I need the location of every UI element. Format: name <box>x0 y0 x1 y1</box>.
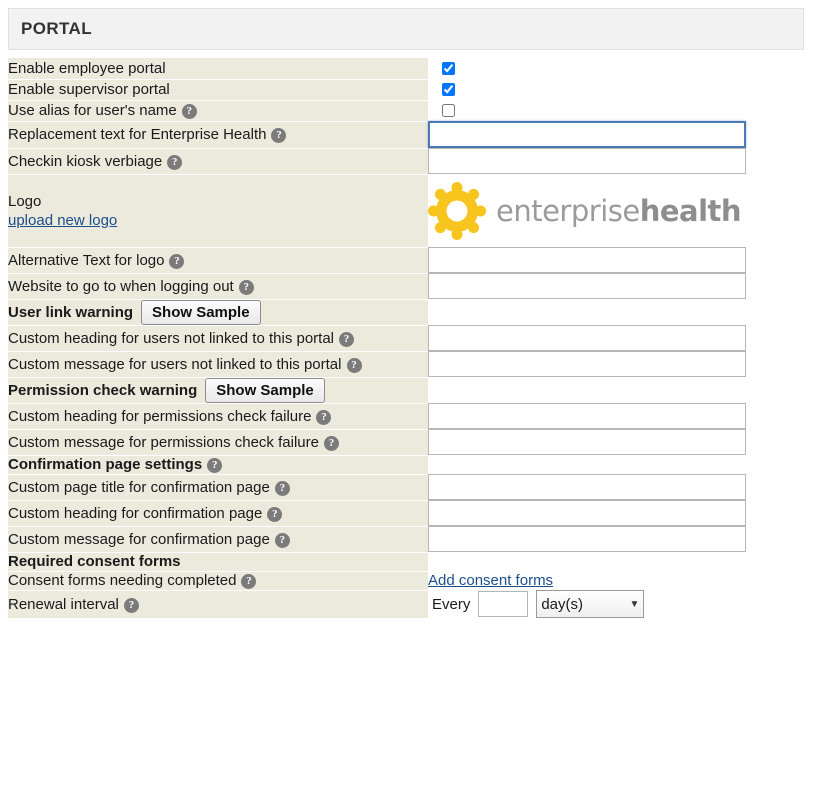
help-icon[interactable]: ? <box>324 436 339 451</box>
show-sample-button[interactable]: Show Sample <box>141 300 261 325</box>
row-label-cell <box>8 79 428 100</box>
input-custom-heading-confirmation-page[interactable] <box>428 500 746 526</box>
settings-row <box>8 403 804 429</box>
row-field-cell <box>428 526 804 552</box>
row-field-cell <box>428 377 804 403</box>
settings-row <box>8 247 804 273</box>
row-field-cell <box>428 58 804 79</box>
row-label-cell <box>8 377 428 403</box>
settings-row <box>8 273 804 299</box>
help-icon[interactable]: ? <box>275 533 290 548</box>
checkbox-use-alias-for-users-name[interactable] <box>442 104 455 117</box>
label-custom-heading-confirmation-page: Custom heading for confirmation page <box>8 504 263 522</box>
settings-row <box>8 429 804 455</box>
renewal-interval-unit-value: day(s) <box>541 595 584 613</box>
row-label-cell <box>8 273 428 299</box>
renewal-interval-unit-select[interactable] <box>536 590 644 618</box>
show-sample-button[interactable]: Show Sample <box>205 378 325 403</box>
settings-row <box>8 58 804 79</box>
help-icon[interactable]: ? <box>239 280 254 295</box>
settings-row <box>8 526 804 552</box>
label-custom-message-users-not-linked: Custom message for users not linked to this portal <box>8 355 342 373</box>
row-field-cell <box>428 571 804 590</box>
row-field-cell <box>428 474 804 500</box>
row-label-cell <box>8 100 428 121</box>
row-label-cell <box>8 403 428 429</box>
settings-row <box>8 121 804 148</box>
row-field-cell <box>428 552 804 571</box>
label-consent-forms-needing-completed: Consent forms needing completed <box>8 572 237 589</box>
row-field-cell <box>428 148 804 174</box>
row-field-cell <box>428 299 804 325</box>
label-enable-employee-portal: Enable employee portal <box>8 59 166 77</box>
portal-settings-table <box>8 58 804 619</box>
row-label-cell <box>8 500 428 526</box>
settings-row <box>8 377 804 403</box>
input-custom-message-confirmation-page[interactable] <box>428 526 746 552</box>
chevron-down-icon: ▼ <box>629 598 640 610</box>
label-permission-check-warning: Permission check warning <box>8 381 198 399</box>
row-field-cell <box>428 325 804 351</box>
row-label-cell <box>8 590 428 618</box>
help-icon[interactable]: ? <box>339 332 354 347</box>
sun-logo-icon <box>428 182 486 240</box>
input-custom-heading-permissions-check-failure[interactable] <box>428 403 746 429</box>
checkbox-enable-supervisor-portal[interactable] <box>442 83 455 96</box>
row-label-cell <box>8 571 428 590</box>
help-icon[interactable]: ? <box>347 358 362 373</box>
label-replacement-text-for-enterprise-health: Replacement text for Enterprise Health <box>8 126 267 143</box>
settings-row <box>8 590 804 618</box>
logo-word-enterprise: enterprise <box>496 193 640 228</box>
row-field-cell <box>428 590 804 618</box>
logo-image <box>428 182 804 240</box>
row-label-cell <box>8 351 428 377</box>
input-custom-page-title-confirmation-page[interactable] <box>428 474 746 500</box>
row-label-cell <box>8 174 428 247</box>
settings-row <box>8 174 804 247</box>
row-label-cell <box>8 526 428 552</box>
help-icon[interactable]: ? <box>167 155 182 170</box>
label-enable-supervisor-portal: Enable supervisor portal <box>8 81 170 98</box>
settings-row <box>8 571 804 590</box>
row-field-cell <box>428 403 804 429</box>
help-icon[interactable]: ? <box>207 458 222 473</box>
label-alternative-text-for-logo: Alternative Text for logo <box>8 251 165 269</box>
row-label-cell <box>8 247 428 273</box>
settings-row <box>8 351 804 377</box>
settings-row <box>8 500 804 526</box>
renewal-interval-controls <box>428 590 804 618</box>
settings-row <box>8 100 804 121</box>
help-icon[interactable]: ? <box>182 104 197 119</box>
input-checkin-kiosk-verbiage[interactable] <box>428 148 746 174</box>
input-custom-heading-users-not-linked[interactable] <box>428 325 746 351</box>
row-label-cell <box>8 148 428 174</box>
help-icon[interactable]: ? <box>316 410 331 425</box>
help-icon[interactable]: ? <box>169 254 184 269</box>
logo-wordmark <box>496 194 741 228</box>
row-field-cell <box>428 174 804 247</box>
row-field-cell <box>428 455 804 474</box>
page-title: PORTAL <box>8 8 804 50</box>
label-custom-heading-users-not-linked: Custom heading for users not linked to this portal <box>8 329 335 347</box>
label-renewal-interval: Renewal interval <box>8 595 119 613</box>
label-custom-message-confirmation-page: Custom message for confirmation page <box>8 530 270 548</box>
row-label-cell <box>8 474 428 500</box>
help-icon[interactable]: ? <box>271 128 286 143</box>
row-field-cell <box>428 79 804 100</box>
row-label-cell <box>8 325 428 351</box>
label-user-link-warning: User link warning <box>8 303 134 321</box>
label-logo: Logo <box>8 192 42 210</box>
upload-new-logo-link[interactable]: upload new logo <box>8 211 118 229</box>
label-use-alias-for-users-name: Use alias for user's name <box>8 102 177 119</box>
portal-panel <box>8 8 804 50</box>
settings-row <box>8 148 804 174</box>
checkbox-enable-employee-portal[interactable] <box>442 62 455 75</box>
label-confirmation-page-settings: Confirmation page settings <box>8 456 203 473</box>
settings-row <box>8 299 804 325</box>
input-alternative-text-for-logo[interactable] <box>428 247 746 273</box>
row-field-cell <box>428 121 804 148</box>
input-replacement-text-for-enterprise-health[interactable] <box>428 121 746 148</box>
row-label-cell <box>8 552 428 571</box>
row-field-cell <box>428 247 804 273</box>
settings-row <box>8 79 804 100</box>
label-required-consent-forms: Required consent forms <box>8 553 181 570</box>
row-field-cell <box>428 273 804 299</box>
settings-row <box>8 474 804 500</box>
label-custom-page-title-confirmation-page: Custom page title for confirmation page <box>8 478 270 496</box>
label-custom-message-permissions-check-failure: Custom message for permissions check failure <box>8 433 319 451</box>
settings-row <box>8 552 804 571</box>
help-icon[interactable]: ? <box>275 481 290 496</box>
help-icon[interactable]: ? <box>241 574 256 589</box>
settings-row <box>8 455 804 474</box>
row-field-cell <box>428 500 804 526</box>
input-custom-message-users-not-linked[interactable] <box>428 351 746 377</box>
row-field-cell <box>428 351 804 377</box>
row-field-cell <box>428 429 804 455</box>
settings-row <box>8 325 804 351</box>
label-checkin-kiosk-verbiage: Checkin kiosk verbiage <box>8 152 163 170</box>
renewal-interval-input[interactable] <box>478 591 528 617</box>
row-label-cell <box>8 455 428 474</box>
logo-word-health: health <box>639 193 742 228</box>
input-custom-message-permissions-check-failure[interactable] <box>428 429 746 455</box>
row-label-cell <box>8 299 428 325</box>
add-consent-forms-link[interactable]: Add consent forms <box>428 571 554 589</box>
input-website-to-go-to-when-logging-out[interactable] <box>428 273 746 299</box>
help-icon[interactable]: ? <box>124 598 139 613</box>
label-custom-heading-permissions-check-failure: Custom heading for permissions check failure <box>8 407 312 425</box>
label-website-to-go-to-when-logging-out: Website to go to when logging out <box>8 277 234 295</box>
row-label-cell <box>8 429 428 455</box>
help-icon[interactable]: ? <box>267 507 282 522</box>
row-label-cell <box>8 121 428 148</box>
every-label: Every <box>432 595 471 613</box>
row-field-cell <box>428 100 804 121</box>
row-label-cell <box>8 58 428 79</box>
